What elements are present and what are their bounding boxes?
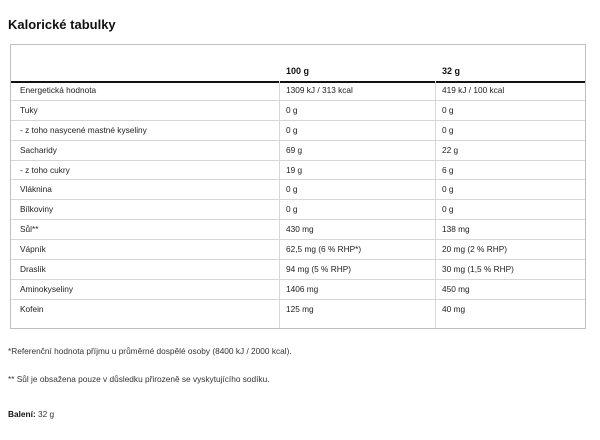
nutrient-name-cell: Energetická hodnota [20, 85, 97, 95]
table-body [11, 81, 585, 320]
value-per-32g-cell: 0 g [442, 204, 454, 215]
nutrient-name-cell: Kofein [20, 303, 44, 314]
nutrient-name-cell: Tuky [20, 104, 38, 115]
column-header-32g: 32 g [442, 66, 461, 76]
value-per-100g-cell: 69 g [286, 144, 303, 155]
table-row [11, 200, 585, 220]
footnote-salt: ** Sůl je obsažena pouze v důsledku přirozeně se vyskytujícího sodíku. [8, 374, 270, 384]
nutrient-name-cell: Bílkoviny [20, 204, 54, 215]
table-row [11, 81, 585, 101]
table-row [11, 280, 585, 300]
page-title: Kalorické tabulky [8, 17, 116, 32]
package-size-value: 32 g [37, 409, 55, 419]
table-row [11, 240, 585, 260]
value-per-100g-cell: 94 mg (5 % RHP) [286, 264, 352, 275]
value-per-100g-cell: 125 mg [286, 303, 314, 314]
nutrient-name-cell: Draslík [20, 264, 46, 275]
value-per-32g-cell: 138 mg [442, 224, 470, 235]
value-per-32g-cell: 419 kJ / 100 kcal [442, 85, 505, 95]
value-per-32g-cell: 0 g [442, 124, 454, 135]
value-per-100g-cell: 62,5 mg (6 % RHP*) [286, 244, 362, 255]
nutrient-name-cell: - z toho cukry [20, 164, 70, 175]
nutrient-name-cell: Sacharidy [20, 144, 57, 155]
value-per-100g-cell: 19 g [286, 164, 303, 175]
table-row [11, 260, 585, 280]
nutrient-name-cell: - z toho nasycené mastné kyseliny [20, 124, 147, 135]
table-row [11, 220, 585, 240]
value-per-100g-cell: 0 g [286, 204, 298, 215]
value-per-32g-cell: 0 g [442, 104, 454, 115]
nutrient-name-cell: Vápník [20, 244, 46, 255]
nutrient-name-cell: Sůl** [20, 224, 39, 235]
value-per-100g-cell: 0 g [286, 124, 298, 135]
value-per-32g-cell: 22 g [442, 144, 459, 155]
value-per-100g-cell: 430 mg [286, 224, 314, 235]
footnote-reference-intake: *Referenční hodnota příjmu u průměrné dospělé osoby (8400 kJ / 2000 kcal). [8, 346, 292, 356]
table-row [11, 101, 585, 121]
table-row [11, 141, 585, 161]
nutrient-name-cell: Vláknina [20, 184, 52, 195]
table-row [11, 180, 585, 200]
value-per-100g-cell: 0 g [286, 104, 298, 115]
table-row [11, 121, 585, 141]
value-per-32g-cell: 40 mg [442, 303, 466, 314]
table-row [11, 161, 585, 181]
value-per-32g-cell: 20 mg (2 % RHP) [442, 244, 508, 255]
value-per-100g-cell: 1406 mg [286, 283, 319, 294]
value-per-100g-cell: 0 g [286, 184, 298, 195]
table-row [11, 300, 585, 320]
package-size-label: Balení: [8, 409, 36, 419]
nutrition-table [10, 44, 586, 329]
value-per-32g-cell: 6 g [442, 164, 454, 175]
value-per-32g-cell: 0 g [442, 184, 454, 195]
value-per-32g-cell: 450 mg [442, 283, 470, 294]
column-header-100g: 100 g [286, 66, 310, 76]
table-header-row [11, 45, 585, 83]
package-size [8, 409, 54, 420]
nutrient-name-cell: Aminokyseliny [20, 283, 74, 294]
value-per-100g-cell: 1309 kJ / 313 kcal [286, 85, 353, 95]
value-per-32g-cell: 30 mg (1,5 % RHP) [442, 264, 514, 275]
